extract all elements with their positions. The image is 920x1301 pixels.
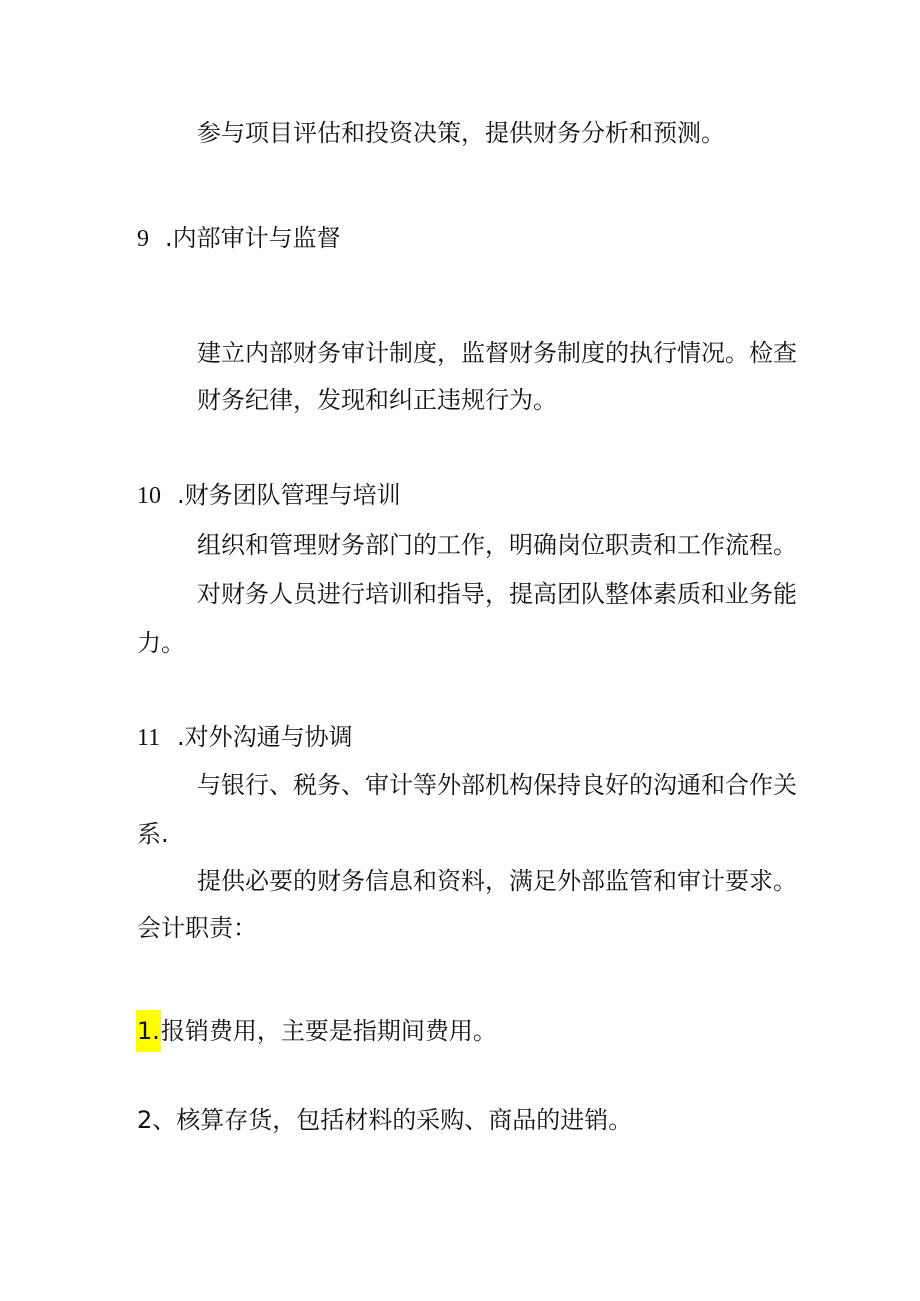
section-11-line-2: 系. (137, 820, 169, 848)
section-11-title: .对外沟通与协调 (177, 723, 353, 751)
item-1-number-highlight: 1. (136, 1010, 161, 1052)
section-10-line-2: 对财务人员进行培训和指导，提高团队整体素质和业务能 (197, 580, 797, 608)
section-11-heading (137, 722, 353, 753)
section-10-heading (137, 480, 401, 511)
item-1-text: 报销费用，主要是指期间费用。 (160, 1017, 497, 1045)
accounting-heading: 会计职责： (137, 914, 257, 942)
accounting-item-1 (137, 1010, 497, 1052)
section-9-line-1: 建立内部财务审计制度，监督财务制度的执行情况。检查 (197, 339, 797, 367)
section-9-heading (137, 223, 341, 254)
paragraph-investment: 参与项目评估和投资决策，提供财务分析和预测。 (197, 119, 725, 147)
section-10-line-1: 组织和管理财务部门的工作，明确岗位职责和工作流程。 (197, 531, 797, 559)
section-9-title: .内部审计与监督 (165, 224, 341, 252)
section-10-title: .财务团队管理与培训 (177, 481, 401, 509)
accounting-item-2: 2、核算存货，包括材料的采购、商品的进销。 (137, 1106, 633, 1134)
section-9-number: 9 (137, 226, 149, 252)
section-11-line-1: 与银行、税务、审计等外部机构保持良好的沟通和合作关 (197, 771, 797, 799)
section-11-number: 11 (137, 725, 161, 751)
section-10-number: 10 (137, 483, 161, 509)
section-10-line-3: 力。 (137, 629, 185, 657)
section-9-line-2: 财务纪律，发现和纠正违规行为。 (197, 386, 557, 414)
section-11-line-3: 提供必要的财务信息和资料，满足外部监管和审计要求。 (197, 867, 797, 895)
